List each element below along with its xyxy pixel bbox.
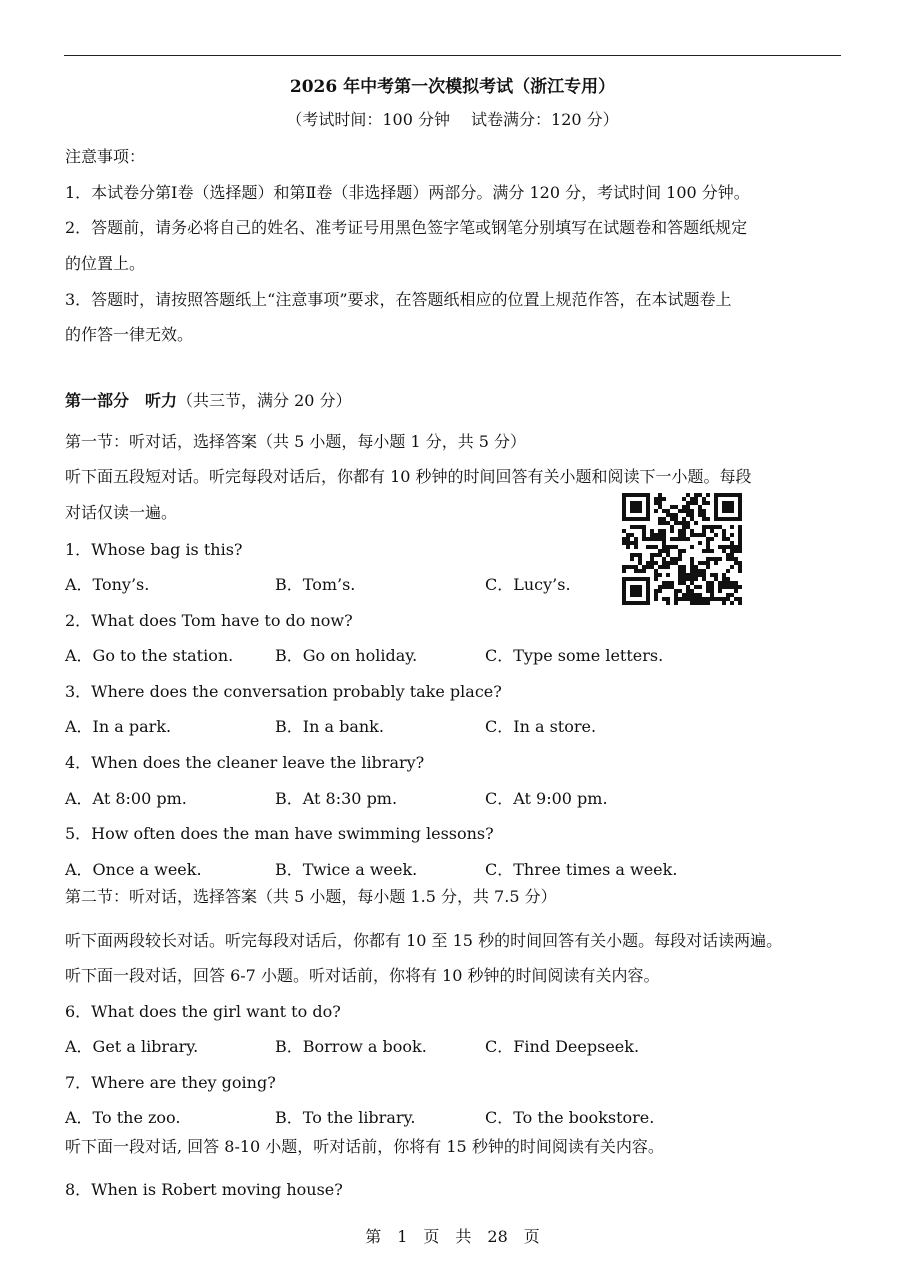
page-number: 第 1 页 共 28 页 bbox=[365, 1227, 540, 1246]
section1-intro-cont: 对话仅读一遍。 bbox=[65, 503, 178, 522]
q3-option-b: B．In a bank. bbox=[275, 717, 384, 736]
section2-heading: 第二节：听对话，选择答案（共 5 小题，每小题 1.5 分，共 7.5 分） bbox=[65, 887, 557, 906]
q4-option-c: C．At 9:00 pm. bbox=[485, 789, 608, 808]
q2-option-b: B．Go on holiday. bbox=[275, 646, 418, 665]
q5-option-a: A．Once a week. bbox=[65, 860, 202, 879]
q2-option-a: A．Go to the station. bbox=[65, 646, 234, 665]
question-3: 3．Where does the conversation probably take place? bbox=[65, 682, 502, 701]
notes-heading: 注意事项： bbox=[65, 147, 146, 166]
note-3-cont: 的作答一律无效。 bbox=[65, 325, 194, 344]
dialogue-2-intro: 听下面一段对话, 回答 8-10 小题，听对话前，你将有 15 秒钟的时间阅读有关内容。 bbox=[65, 1137, 664, 1156]
section1-heading: 第一节：听对话，选择答案（共 5 小题，每小题 1 分，共 5 分） bbox=[65, 432, 527, 451]
part1-heading-rest: （共三节，满分 20 分） bbox=[177, 391, 352, 410]
q1-option-c: C．Lucy’s. bbox=[485, 575, 571, 594]
top-rule bbox=[64, 55, 841, 56]
q6-option-c: C．Find Deepseek. bbox=[485, 1037, 640, 1056]
note-3: 3．答题时，请按照答题纸上“注意事项”要求，在答题纸相应的位置上规范作答，在本试题卷上 bbox=[65, 290, 732, 309]
q7-option-a: A．To the zoo. bbox=[65, 1108, 181, 1127]
q6-option-a: A．Get a library. bbox=[65, 1037, 199, 1056]
question-5: 5．How often does the man have swimming lessons? bbox=[65, 824, 494, 843]
exam-subtitle: （考试时间：100 分钟 试卷满分：120 分） bbox=[286, 110, 619, 129]
question-1: 1．Whose bag is this? bbox=[65, 540, 243, 559]
note-2-cont: 的位置上。 bbox=[65, 254, 146, 273]
question-6: 6．What does the girl want to do? bbox=[65, 1002, 341, 1021]
note-2: 2．答题前，请务必将自己的姓名、准考证号用黑色签字笔或钢笔分别填写在试题卷和答题纸规定 bbox=[65, 218, 748, 237]
part1-heading bbox=[65, 388, 352, 411]
section2-intro: 听下面两段较长对话。听完每段对话后，你都有 10 至 15 秒的时间回答有关小题。每段对话读两遍。 bbox=[65, 931, 783, 950]
q6-option-b: B．Borrow a book. bbox=[275, 1037, 427, 1056]
q5-option-b: B．Twice a week. bbox=[275, 860, 418, 879]
question-2: 2．What does Tom have to do now? bbox=[65, 611, 353, 630]
question-8: 8．When is Robert moving house? bbox=[65, 1180, 343, 1199]
qr-code bbox=[622, 493, 742, 605]
q1-option-b: B．Tom’s. bbox=[275, 575, 356, 594]
note-1: 1．本试卷分第Ⅰ卷（选择题）和第Ⅱ卷（非选择题）两部分。满分 120 分，考试时间 100 分钟。 bbox=[65, 183, 750, 202]
exam-title: 2026 年中考第一次模拟考试（浙江专用） bbox=[289, 77, 616, 97]
q3-option-c: C．In a store. bbox=[485, 717, 597, 736]
q7-option-c: C．To the bookstore. bbox=[485, 1108, 655, 1127]
q5-option-c: C．Three times a week. bbox=[485, 860, 678, 879]
q4-option-a: A．At 8:00 pm. bbox=[65, 789, 187, 808]
question-7: 7．Where are they going? bbox=[65, 1073, 276, 1092]
part1-heading-bold: 第一部分 听力 bbox=[65, 391, 178, 410]
q4-option-b: B．At 8:30 pm. bbox=[275, 789, 398, 808]
dialogue-1-intro: 听下面一段对话，回答 6-7 小题。听对话前，你将有 10 秒钟的时间阅读有关内容。 bbox=[65, 966, 660, 985]
q2-option-c: C．Type some letters. bbox=[485, 646, 664, 665]
question-4: 4．When does the cleaner leave the library? bbox=[65, 753, 425, 772]
section1-intro: 听下面五段短对话。听完每段对话后，你都有 10 秒钟的时间回答有关小题和阅读下一小题。每段 bbox=[65, 467, 752, 486]
q7-option-b: B．To the library. bbox=[275, 1108, 416, 1127]
q1-option-a: A．Tony’s. bbox=[65, 575, 150, 594]
q3-option-a: A．In a park. bbox=[65, 717, 172, 736]
